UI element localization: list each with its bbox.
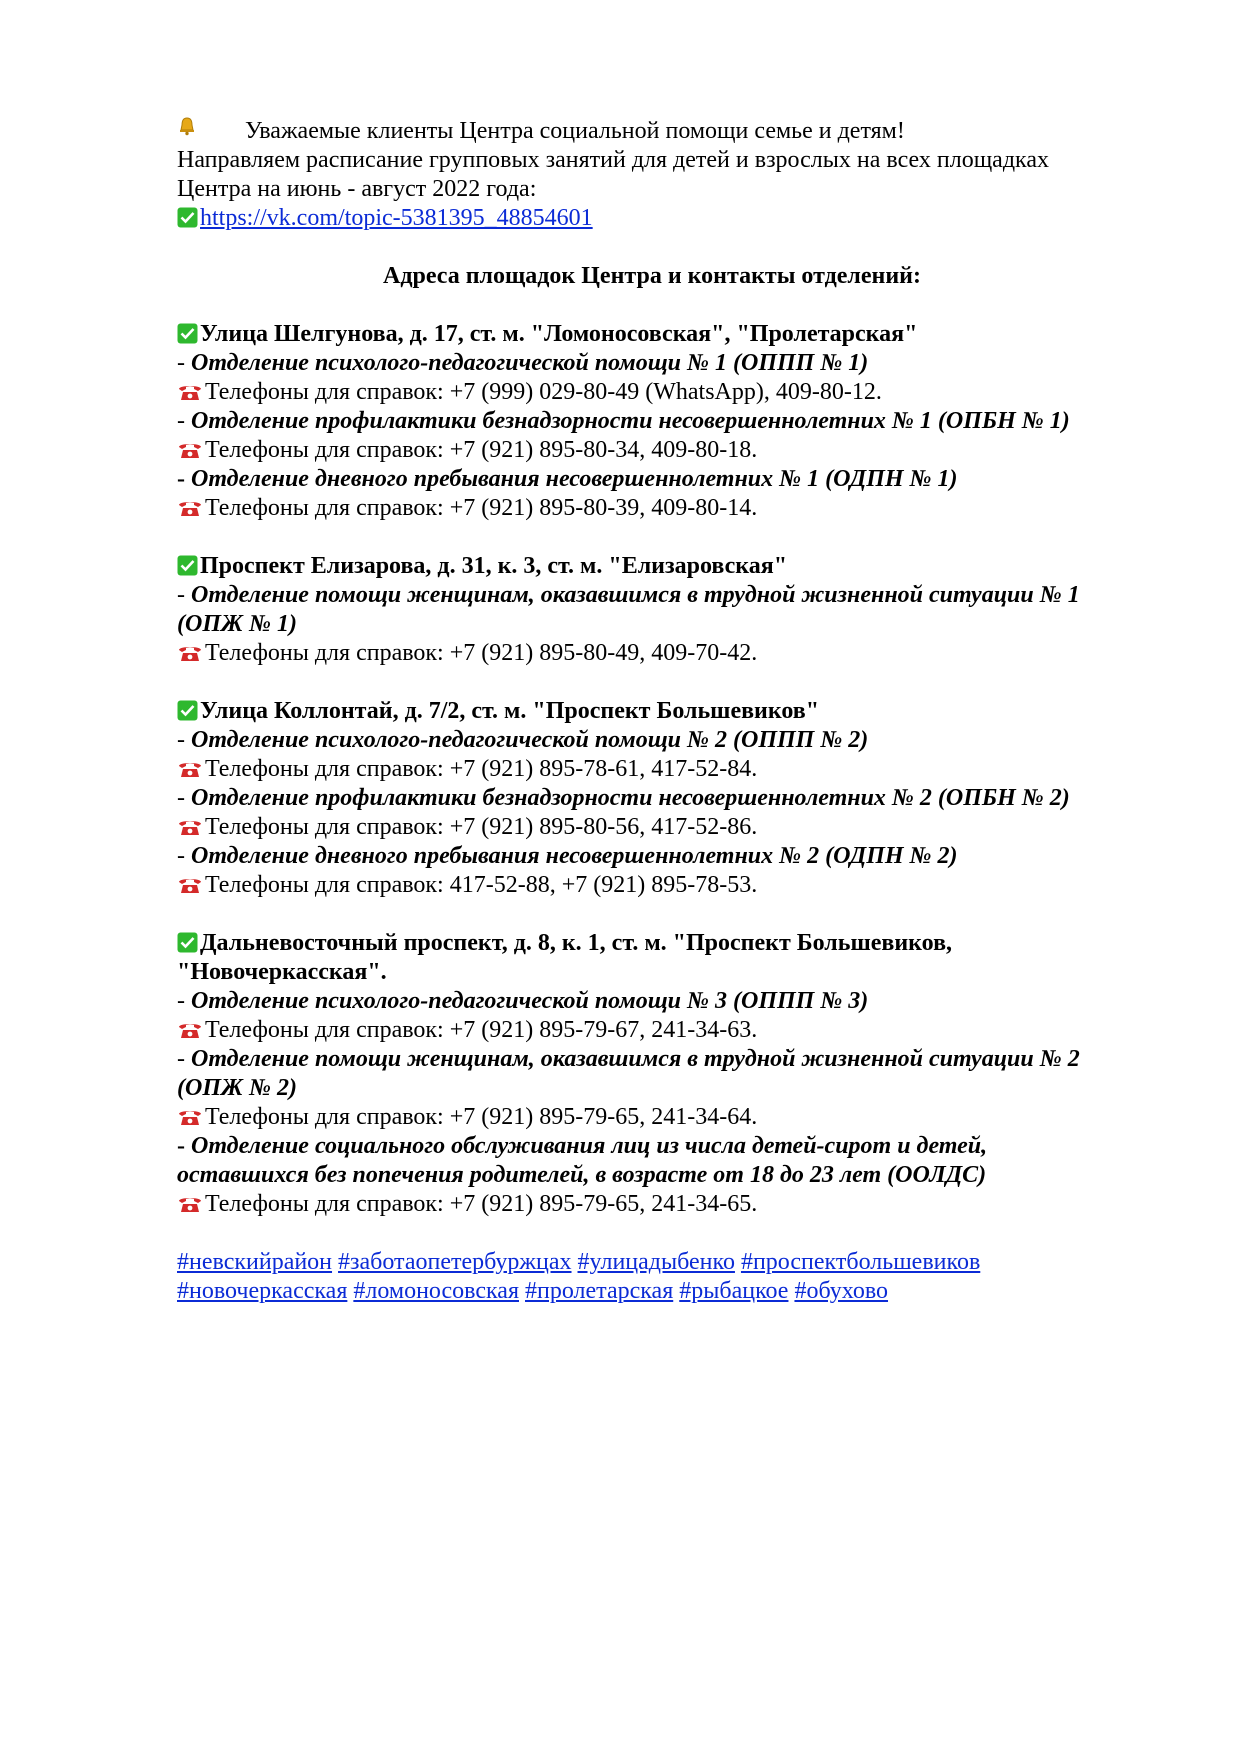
dash: -: [177, 466, 191, 492]
spacer: [177, 233, 1127, 262]
department-name: [177, 581, 1127, 610]
phone-numbers: +7 (921) 895-79-65, 241-34-64.: [449, 1104, 758, 1130]
telephone-icon: [177, 1194, 203, 1214]
phone-label: Телефоны для справок:: [205, 640, 450, 666]
phone-numbers: +7 (921) 895-80-39, 409-80-14.: [449, 495, 758, 521]
department-title: Отделение психолого-педагогической помощи № 1 (ОППП № 1): [191, 350, 869, 376]
dash: -: [177, 988, 191, 1014]
telephone-icon: [177, 498, 203, 518]
phone-numbers: +7 (921) 895-80-56, 417-52-86.: [449, 814, 758, 840]
schedule-link[interactable]: https://vk.com/topic-5381395_48854601: [200, 205, 593, 231]
phone-label: Телефоны для справок:: [205, 1017, 450, 1043]
department-phones: [177, 755, 1127, 784]
document-body: [177, 116, 1127, 1306]
department-title: Отделение профилактики безнадзорности несовершеннолетних № 1 (ОПБН № 1): [191, 408, 1070, 434]
hashtag-link[interactable]: #новочеркасская: [177, 1278, 348, 1304]
spacer: [177, 668, 1127, 697]
telephone-icon: [177, 817, 203, 837]
hashtag-link[interactable]: #обухово: [794, 1278, 889, 1304]
department-title: Отделение дневного пребывания несовершеннолетних № 2 (ОДПН № 2): [191, 843, 958, 869]
department-title: Отделение помощи женщинам, оказавшимся в трудной жизненной ситуации № 2: [191, 1046, 1080, 1072]
department-title-continued: (ОПЖ № 1): [177, 611, 297, 637]
phone-label: Телефоны для справок:: [205, 814, 450, 840]
hashtag-link[interactable]: #улицадыбенко: [577, 1249, 735, 1275]
department-name: [177, 784, 1127, 813]
telephone-icon: [177, 1020, 203, 1040]
phone-numbers: +7 (999) 029-80-49 (WhatsApp), 409-80-12.: [449, 379, 882, 405]
phone-numbers: +7 (921) 895-79-65, 241-34-65.: [449, 1191, 758, 1217]
dash: -: [177, 408, 191, 434]
dash: -: [177, 785, 191, 811]
phone-label: Телефоны для справок:: [205, 1191, 450, 1217]
phone-label: Телефоны для справок:: [205, 495, 450, 521]
dash: -: [177, 1046, 191, 1072]
location-address: [177, 697, 1127, 726]
greeting-text: Уважаемые клиенты Центра социальной помощи семье и детям!: [245, 118, 905, 144]
department-title: Отделение дневного пребывания несовершеннолетних № 1 (ОДПН № 1): [191, 466, 958, 492]
address-text: Улица Шелгунова, д. 17, ст. м. "Ломоносовская", "Пролетарская": [200, 321, 918, 347]
telephone-icon: [177, 875, 203, 895]
check-icon: [177, 323, 198, 344]
dash: -: [177, 843, 191, 869]
department-phones: [177, 378, 1127, 407]
department-phones: [177, 639, 1127, 668]
spacer: [177, 523, 1127, 552]
phone-numbers: 417-52-88, +7 (921) 895-78-53.: [449, 872, 758, 898]
dash: -: [177, 1133, 191, 1159]
section-title: Адреса площадок Центра и контакты отделений:: [383, 263, 921, 289]
department-name: [177, 726, 1127, 755]
hashtag-link[interactable]: #заботаопетербуржцах: [338, 1249, 572, 1275]
check-icon: [177, 932, 198, 953]
hashtags-line-1: [177, 1248, 1127, 1277]
phone-label: Телефоны для справок:: [205, 437, 450, 463]
department-name: [177, 842, 1127, 871]
department-phones: [177, 494, 1127, 523]
phone-numbers: +7 (921) 895-79-67, 241-34-63.: [449, 1017, 758, 1043]
department-name: [177, 407, 1127, 436]
check-icon: [177, 555, 198, 576]
phone-label: Телефоны для справок:: [205, 756, 450, 782]
department-title: Отделение социального обслуживания лиц из числа детей-сирот и детей,: [191, 1133, 988, 1159]
check-icon: [177, 207, 198, 228]
hashtag-link[interactable]: #ломоносовская: [353, 1278, 519, 1304]
department-title-continued: оставшихся без попечения родителей, в возрасте от 18 до 23 лет (ООЛДС): [177, 1162, 987, 1188]
department-name: [177, 1045, 1127, 1074]
department-title: Отделение психолого-педагогической помощи № 3 (ОППП № 3): [191, 988, 869, 1014]
department-phones: [177, 436, 1127, 465]
telephone-icon: [177, 1107, 203, 1127]
address-text: Проспект Елизарова, д. 31, к. 3, ст. м. "Елизаровская": [200, 553, 788, 579]
department-title: Отделение помощи женщинам, оказавшимся в трудной жизненной ситуации № 1: [191, 582, 1080, 608]
address-text: Дальневосточный проспект, д. 8, к. 1, ст. м. "Проспект Большевиков,: [200, 930, 953, 956]
location-address: [177, 552, 1127, 581]
phone-label: Телефоны для справок:: [205, 1104, 450, 1130]
hashtag-link[interactable]: #пролетарская: [525, 1278, 674, 1304]
telephone-icon: [177, 643, 203, 663]
department-phones: [177, 1103, 1127, 1132]
location-address: [177, 929, 1127, 958]
department-name: [177, 465, 1127, 494]
department-title: Отделение профилактики безнадзорности несовершеннолетних № 2 (ОПБН № 2): [191, 785, 1070, 811]
department-phones: [177, 871, 1127, 900]
department-name: [177, 349, 1127, 378]
phone-label: Телефоны для справок:: [205, 379, 450, 405]
department-phones: [177, 813, 1127, 842]
spacer: [177, 1219, 1127, 1248]
hashtag-link[interactable]: #невскийрайон: [177, 1249, 333, 1275]
department-phones: [177, 1016, 1127, 1045]
department-title: Отделение психолого-педагогической помощи № 2 (ОППП № 2): [191, 727, 869, 753]
hashtag-link[interactable]: #рыбацкое: [679, 1278, 789, 1304]
bell-icon: [177, 116, 197, 136]
telephone-icon: [177, 759, 203, 779]
address-text: Улица Коллонтай, д. 7/2, ст. м. "Проспект Большевиков": [200, 698, 820, 724]
hashtags-line-2: [177, 1277, 1127, 1306]
phone-numbers: +7 (921) 895-80-34, 409-80-18.: [449, 437, 758, 463]
address-text-continued: "Новочеркасская".: [177, 959, 387, 985]
phone-numbers: +7 (921) 895-78-61, 417-52-84.: [449, 756, 758, 782]
spacer: [177, 900, 1127, 929]
department-name: [177, 987, 1127, 1016]
phone-numbers: +7 (921) 895-80-49, 409-70-42.: [449, 640, 758, 666]
dash: -: [177, 350, 191, 376]
schedule-link-line: [177, 204, 1127, 233]
check-icon: [177, 700, 198, 721]
telephone-icon: [177, 382, 203, 402]
department-name: [177, 1132, 1127, 1161]
hashtag-link[interactable]: #проспектбольшевиков: [740, 1249, 981, 1275]
location-address: [177, 320, 1127, 349]
greeting-line: [177, 116, 1127, 146]
department-phones: [177, 1190, 1127, 1219]
spacer: [177, 291, 1127, 320]
dash: -: [177, 727, 191, 753]
phone-label: Телефоны для справок:: [205, 872, 450, 898]
intro-line-1: Направляем расписание групповых занятий для детей и взрослых на всех площадках: [177, 147, 1049, 173]
department-title-continued: (ОПЖ № 2): [177, 1075, 297, 1101]
dash: -: [177, 582, 191, 608]
telephone-icon: [177, 440, 203, 460]
intro-line-2: Центра на июнь - август 2022 года:: [177, 176, 537, 202]
